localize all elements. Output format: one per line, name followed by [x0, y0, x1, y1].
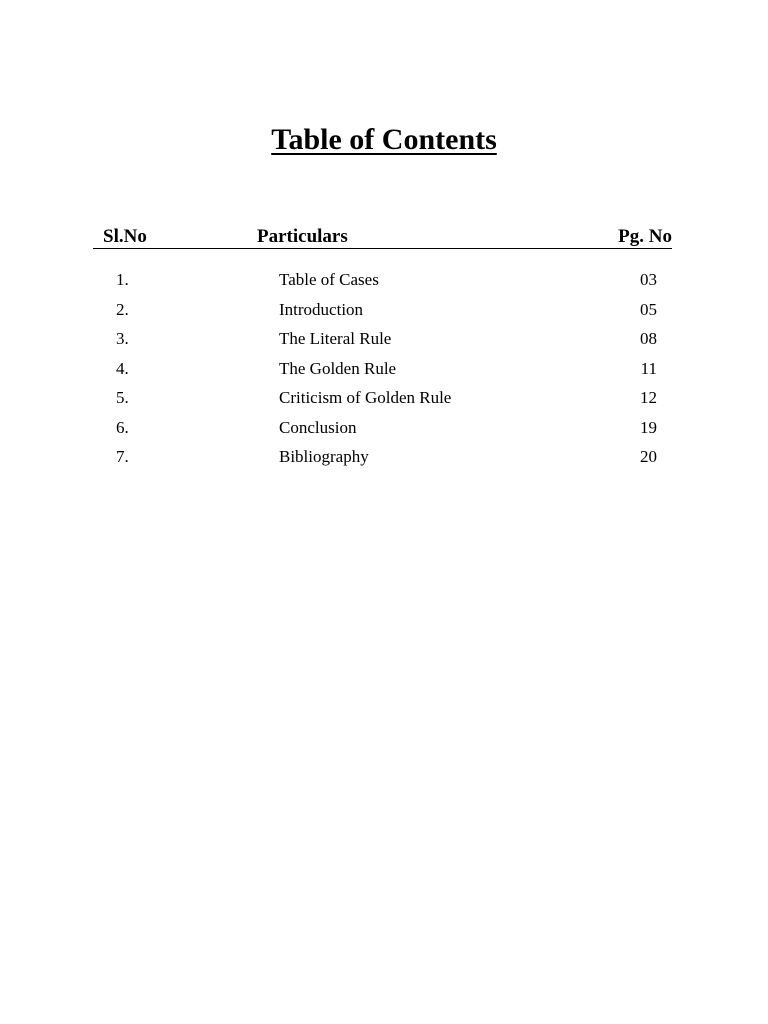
entry-page: 12 — [640, 388, 657, 407]
contents-entry — [0, 324, 768, 354]
entry-title: The Golden Rule — [279, 358, 397, 378]
entry-number: 5. — [116, 388, 129, 407]
contents-entry — [0, 354, 768, 384]
entry-number: 2. — [116, 299, 129, 319]
entry-page: 11 — [640, 358, 657, 378]
entry-number: 3. — [116, 329, 129, 348]
contents-entry — [0, 265, 768, 295]
entry-page: 08 — [640, 329, 657, 348]
entry-title: Conclusion — [279, 417, 357, 437]
entry-number: 6. — [116, 417, 129, 437]
contents-entry — [0, 383, 768, 413]
entry-title: Criticism of Golden Rule — [279, 388, 452, 407]
header-serial-number: Sl.No — [103, 226, 147, 247]
contents-entry — [0, 442, 768, 472]
entry-title: Table of Cases — [279, 270, 379, 289]
entry-number: 4. — [116, 358, 129, 378]
entry-title: The Literal Rule — [279, 329, 392, 348]
header-page-number: Pg. No — [618, 226, 672, 247]
entry-number: 1. — [116, 270, 129, 289]
table-header — [93, 224, 672, 249]
entry-page: 03 — [640, 270, 657, 289]
contents-entry — [0, 295, 768, 325]
entry-number: 7. — [116, 447, 129, 466]
entry-page: 19 — [640, 417, 657, 437]
entry-title: Bibliography — [279, 447, 369, 466]
entry-title: Introduction — [279, 299, 364, 319]
entry-page: 20 — [640, 447, 657, 466]
header-particulars: Particulars — [257, 226, 348, 247]
contents-list — [0, 265, 768, 472]
entry-page: 05 — [640, 299, 657, 319]
contents-entry — [0, 413, 768, 443]
page-title: Table of Contents — [271, 123, 497, 156]
